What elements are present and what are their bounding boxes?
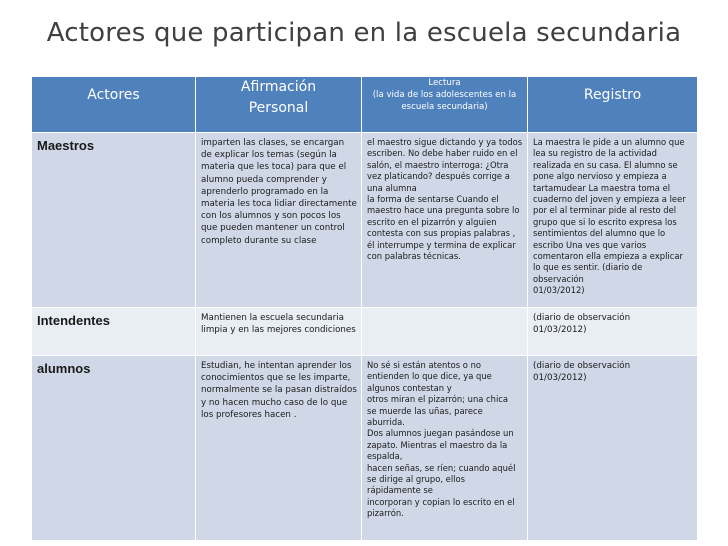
afirmacion-cell: Estudian, he intentan aprender los conocimientos que se les imparte, normalmente se la pasan distraídos y no hacen mucho caso de lo que los profesores hacen . — [196, 356, 362, 541]
actor-cell: alumnos — [32, 356, 196, 541]
lectura-cell: el maestro sigue dictando y ya todos escriben. No debe haber ruido en el salón, el maestro interroga: ¿Otra vez platicando? después corrige a una alumna la forma de sentarse Cuando el maestro hace una pregunta sobre lo escrito en el pizarrón y alguien contesta con sus propias palabras , él interrumpe y termina de explicar con palabras técnicas. — [362, 133, 528, 308]
registro-cell: La maestra le pide a un alumno que lea su registro de la actividad realizada en su casa. El alumno se pone algo nervioso y empieza a tartamudear La maestra toma el cuaderno del joven y empieza a leer por el al terminar pide al resto del grupo que si lo escrito expresa los sentimientos del alumno que lo escribo Una ves que varios comentaron ella empieza a explicar lo que es sentir. (diario de observación 01/03/2012) — [528, 133, 698, 308]
lectura-cell: No sé si están atentos o no entienden lo que dice, ya que algunos contestan y otros miran el pizarrón; una chica se muerde las uñas, parece aburrida. Dos alumnos juegan pasándose un zapato. Mientras el maestro da la espalda, hacen señas, se ríen; cuando aquél se dirige al grupo, ellos rápidamente se incorporan y copian lo escrito en el pizarrón. — [362, 356, 528, 541]
table-row — [32, 356, 698, 541]
header-lectura: Lectura (la vida de los adolescentes en la escuela secundaria) — [362, 77, 528, 133]
header-registro: Registro — [528, 77, 698, 133]
slide-title: Actores que participan en la escuela secundaria — [46, 18, 682, 48]
actor-cell: Maestros — [32, 133, 196, 308]
header-afirmacion: Afirmación Personal — [196, 77, 362, 133]
registro-cell: (diario de observación 01/03/2012) — [528, 308, 698, 356]
table-header-row — [32, 77, 698, 133]
lectura-cell — [362, 308, 528, 356]
header-actores: Actores — [32, 77, 196, 133]
table-row — [32, 308, 698, 356]
registro-cell: (diario de observación 01/03/2012) — [528, 356, 698, 541]
afirmacion-cell: imparten las clases, se encargan de explicar los temas (según la materia que les toca) para que el alumno pueda comprender y aprenderlo programado en la materia les toca lidiar directamente con los alumnos y son pocos los que pueden mantener un control completo durante su clase — [196, 133, 362, 308]
table-row — [32, 133, 698, 308]
actor-cell: Intendentes — [32, 308, 196, 356]
afirmacion-cell: Mantienen la escuela secundaria limpia y en las mejores condiciones — [196, 308, 362, 356]
actors-table — [31, 76, 698, 541]
